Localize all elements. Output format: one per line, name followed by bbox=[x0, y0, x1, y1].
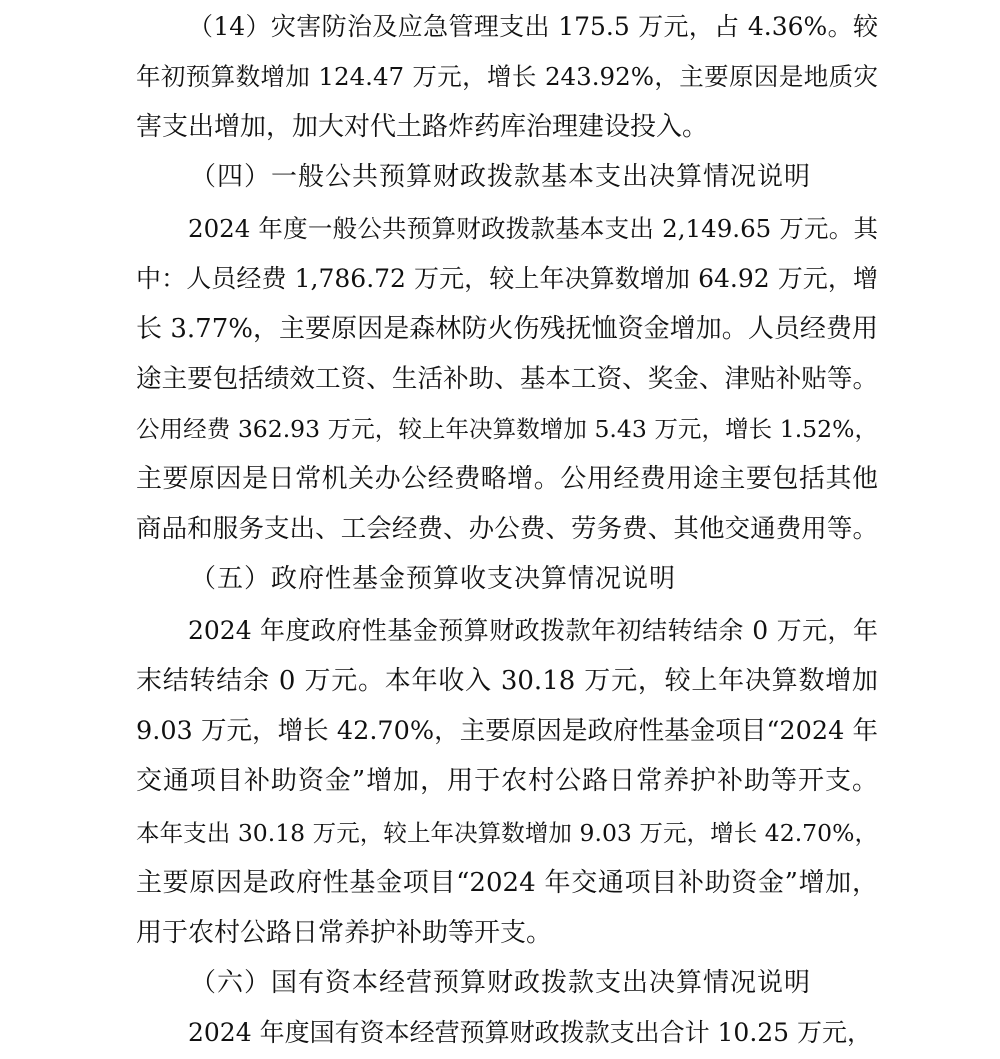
paragraph-line: 主要原因是政府性基金项目“2024 年交通项目补助资金”增加， bbox=[136, 868, 878, 898]
paragraph-line: 末结转结余 0 万元。本年收入 30.18 万元，较上年决算数增加 bbox=[136, 666, 878, 696]
paragraph-line: 害支出增加，加大对代土路炸药库治理建设投入。 bbox=[136, 112, 709, 142]
paragraph-line: 年初预算数增加 124.47 万元，增长 243.92%，主要原因是地质灾 bbox=[136, 62, 878, 91]
paragraph-line: 中：人员经费 1,786.72 万元，较上年决算数增加 64.92 万元，增 bbox=[136, 264, 878, 293]
paragraph-line: 本年支出 30.18 万元，较上年决算数增加 9.03 万元，增长 42.70%， bbox=[136, 819, 878, 847]
paragraph-line: 2024 年度一般公共预算财政拨款基本支出 2,149.65 万元。其 bbox=[188, 214, 878, 243]
paragraph-line: 交通项目补助资金”增加，用于农村公路日常养护补助等开支。 bbox=[136, 766, 878, 796]
paragraph-line: 2024 年度政府性基金预算财政拨款年初结转结余 0 万元，年 bbox=[188, 616, 878, 645]
paragraph-line: 9.03 万元，增长 42.70%，主要原因是政府性基金项目“2024 年 bbox=[136, 716, 878, 746]
paragraph-line: 商品和服务支出、工会经费、办公费、劳务费、其他交通费用等。 bbox=[136, 514, 878, 544]
section-heading-4: （四）一般公共预算财政拨款基本支出决算情况说明 bbox=[190, 162, 812, 192]
paragraph-line: （14）灾害防治及应急管理支出 175.5 万元，占 4.36%。较 bbox=[188, 12, 878, 41]
section-heading-6: （六）国有资本经营预算财政拨款支出决算情况说明 bbox=[190, 968, 812, 998]
paragraph-line: 主要原因是日常机关办公经费略增。公用经费用途主要包括其他 bbox=[136, 464, 878, 494]
paragraph-line: 公用经费 362.93 万元，较上年决算数增加 5.43 万元，增长 1.52%， bbox=[136, 415, 878, 443]
paragraph-line: 途主要包括绩效工资、生活补助、基本工资、奖金、津贴补贴等。 bbox=[136, 364, 878, 394]
paragraph-line: 用于农村公路日常养护补助等开支。 bbox=[136, 918, 553, 948]
paragraph-line: 2024 年度国有资本经营预算财政拨款支出合计 10.25 万元， bbox=[188, 1018, 873, 1047]
section-heading-5: （五）政府性基金预算收支决算情况说明 bbox=[190, 564, 677, 594]
paragraph-line: 长 3.77%，主要原因是森林防火伤残抚恤资金增加。人员经费用 bbox=[136, 314, 878, 344]
